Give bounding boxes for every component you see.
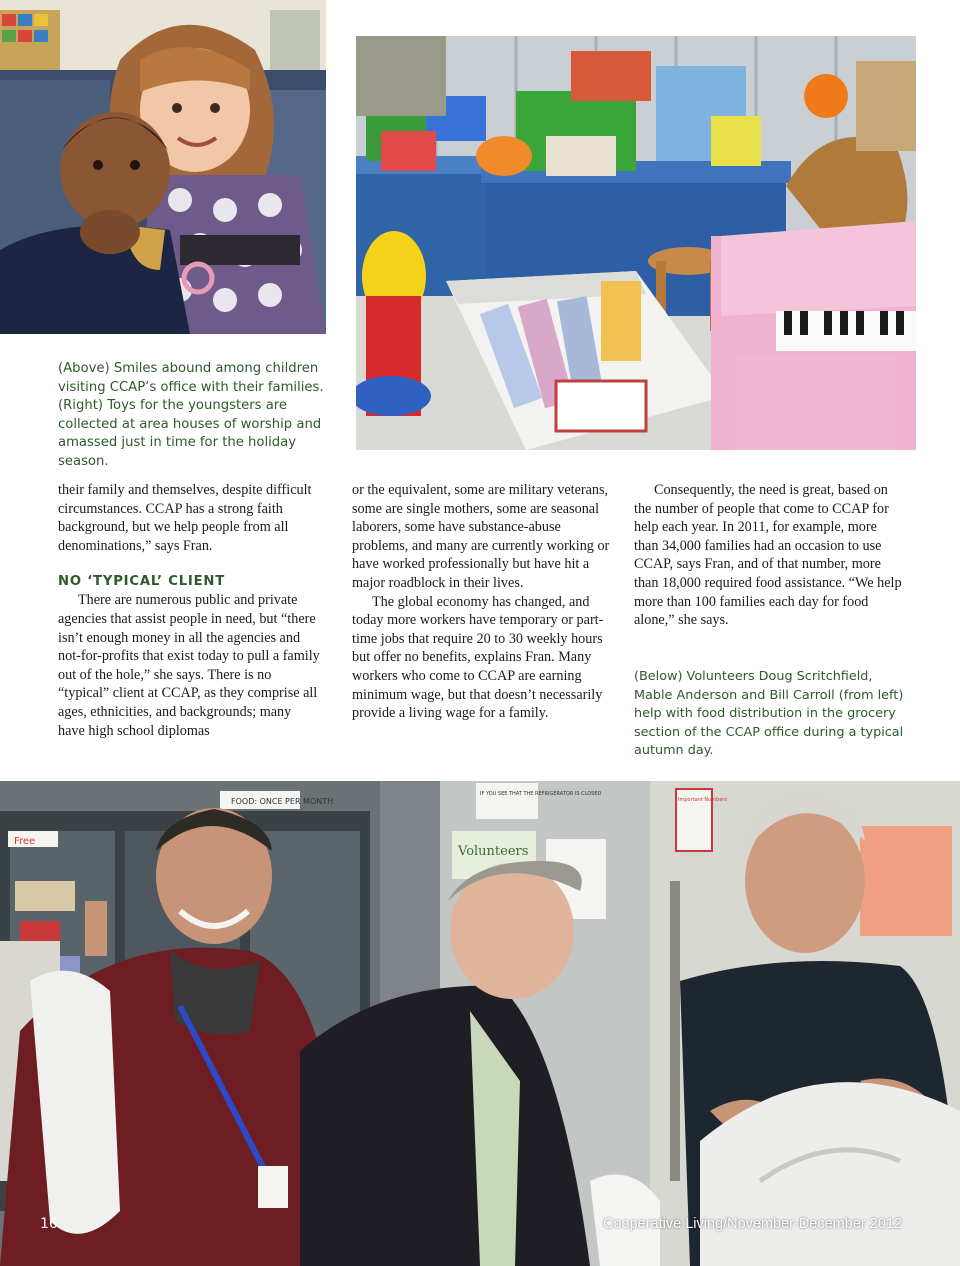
publication-footer: Cooperative Living/November-December 2012 xyxy=(602,1216,902,1232)
photo-caption-above: (Above) Smiles abound among children visiting CCAP’s office with their families. (Right) Toys for the youngsters are collected at area houses of worship and amassed just in time for the holiday season. xyxy=(58,361,324,469)
free-sign-text: Free xyxy=(14,836,36,847)
article-column-3 xyxy=(634,481,902,630)
article-paragraph: their family and themselves, despite difficult circumstances. CCAP has a strong faith background, but we help people from all denominations,” says Fran. xyxy=(58,482,312,554)
article-paragraph: The global economy has changed, and today more workers have temporary or part-time jobs that require 20 to 30 weekly hours but offer no benefits, explains Fran. Many workers who come to CCAP are earning minimum wage, but that doesn’t necessarily provide a living wage for a family. xyxy=(352,593,604,722)
volunteers-photo xyxy=(0,781,960,1266)
article-column-2 xyxy=(352,481,614,723)
section-subhead: NO ‘TYPICAL’ CLIENT xyxy=(58,574,226,590)
article-paragraph: There are numerous public and private agencies that assist people in need, but “there isn’t enough money in all the agencies and not-for-profits that exist today to pull a family out of the hole,” she says. There is no “typical” client at CCAP, as they comprise all ages, ethnicities, and backgrounds; many have high school diplomas xyxy=(58,592,320,739)
page-number: 16 xyxy=(40,1216,58,1232)
article-paragraph: or the equivalent, some are military veterans, some are single mothers, some are seasonal laborers, some have substance-abuse problems, and many are currently working or have worked professionally but have hit a major roadblock in their lives. xyxy=(352,482,610,591)
food-sign-text: FOOD: ONCE PER MONTH xyxy=(231,797,334,806)
toys-photo xyxy=(356,36,916,450)
fridge-sign-text: IF YOU SEE THAT THE REFRIGERATOR IS CLOSED xyxy=(480,791,602,797)
children-photo xyxy=(0,0,326,334)
volunteers-sign-text: Volunteers xyxy=(458,844,529,859)
article-column-1 xyxy=(58,481,320,740)
photo-caption-below: (Below) Volunteers Doug Scritchfield, Mable Anderson and Bill Carroll (from left) help with food distribution in the grocery section of the CCAP office during a typical autumn day. xyxy=(634,669,904,759)
important-sign-text: Important Numbers xyxy=(678,797,728,803)
article-paragraph: Consequently, the need is great, based on the number of people that come to CCAP for help each year. In 2011, for example, more than 34,000 families had an occasion to use CCAP, says Fran, and of that number, more than 18,000 required food assistance. “We help more than 100 families each day for food alone,” she says. xyxy=(634,482,902,629)
